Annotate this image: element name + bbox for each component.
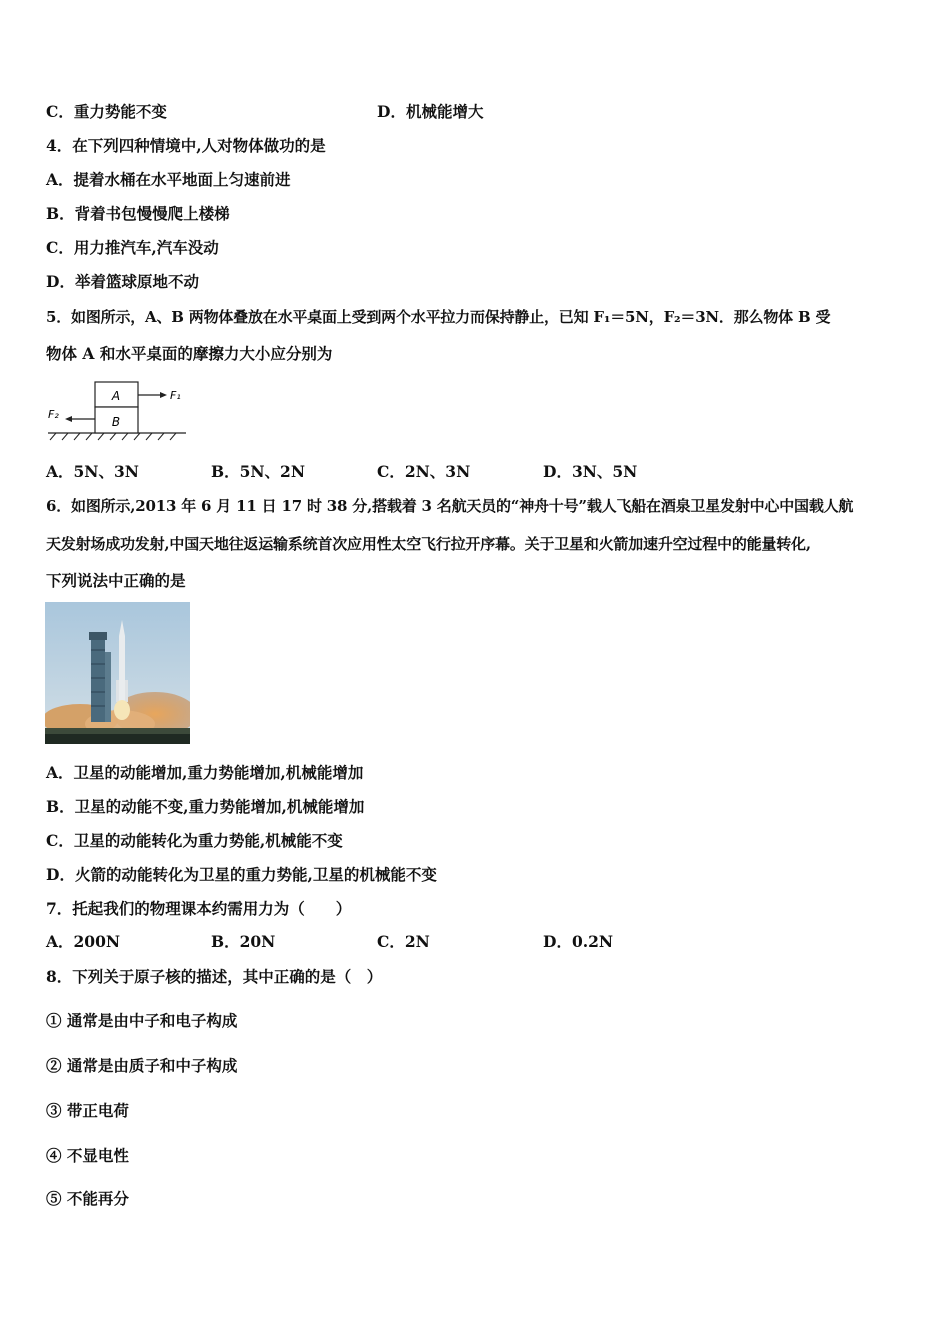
- q6-option-a: A．卫星的动能增加,重力势能增加,机械能增加: [46, 763, 364, 782]
- q5-stem-line1: 5．如图所示，A、B 两物体叠放在水平桌面上受到两个水平拉力而保持静止，已知 F₁＝5N，F₂＝3N．那么物体 B 受: [46, 308, 831, 326]
- q5-option-b: B．5N、2N: [211, 462, 306, 481]
- q8-item-5: ⑤ 不能再分: [46, 1189, 129, 1208]
- force-diagram: [46, 378, 188, 442]
- q8-item-1: ① 通常是由中子和电子构成: [46, 1011, 238, 1030]
- q6-option-d: D．火箭的动能转化为卫星的重力势能,卫星的机械能不变: [46, 865, 437, 884]
- q4-option-d: D．举着篮球原地不动: [46, 272, 199, 291]
- q6-stem-line2: 天发射场成功发射,中国天地往返运输系统首次应用性太空飞行拉开序幕。关于卫星和火箭加速升空过程中的能量转化,: [46, 535, 811, 553]
- q4-option-c: C．用力推汽车,汽车没动: [46, 238, 219, 257]
- q7-option-c: C．2N: [377, 932, 430, 951]
- block-b-label: B: [111, 415, 121, 429]
- q8-item-4: ④ 不显电性: [46, 1146, 129, 1165]
- q8-item-3: ③ 带正电荷: [46, 1101, 129, 1120]
- q7-option-b: B．20N: [211, 932, 276, 951]
- f1-label: F₁: [170, 389, 181, 402]
- q5-option-d: D．3N、5N: [543, 462, 638, 481]
- q5-stem-line2: 物体 A 和水平桌面的摩擦力大小应分别为: [46, 344, 333, 363]
- q6-option-b: B．卫星的动能不变,重力势能增加,机械能增加: [46, 797, 365, 816]
- q6-stem-line3: 下列说法中正确的是: [46, 571, 186, 590]
- rocket-launch-photo: [45, 602, 190, 744]
- q8-stem: 8．下列关于原子核的描述，其中正确的是（ ）: [46, 967, 383, 986]
- q4-option-a: A．提着水桶在水平地面上匀速前进: [46, 170, 291, 189]
- q7-stem: 7．托起我们的物理课本约需用力为（ ）: [46, 899, 352, 918]
- q3-option-d: D．机械能增大: [377, 102, 484, 121]
- q6-stem-line1: 6．如图所示,2013 年 6 月 11 日 17 时 38 分,搭载着 3 名航天员的“神舟十号”载人飞船在酒泉卫星发射中心中国载人航: [46, 497, 854, 515]
- block-a-label: A: [111, 389, 121, 403]
- q3-option-c: C．重力势能不变: [46, 102, 167, 121]
- q4-option-b: B．背着书包慢慢爬上楼梯: [46, 204, 230, 223]
- q5-option-a: A．5N、3N: [46, 462, 139, 481]
- q8-item-2: ② 通常是由质子和中子构成: [46, 1056, 238, 1075]
- f2-label: F₂: [48, 408, 59, 421]
- q4-stem: 4．在下列四种情境中,人对物体做功的是: [46, 136, 326, 155]
- q7-option-a: A．200N: [46, 932, 121, 951]
- ground-hatching: [50, 433, 176, 440]
- q6-option-c: C．卫星的动能转化为重力势能,机械能不变: [46, 831, 343, 850]
- q7-option-d: D．0.2N: [543, 932, 614, 951]
- q5-option-c: C．2N、3N: [377, 462, 471, 481]
